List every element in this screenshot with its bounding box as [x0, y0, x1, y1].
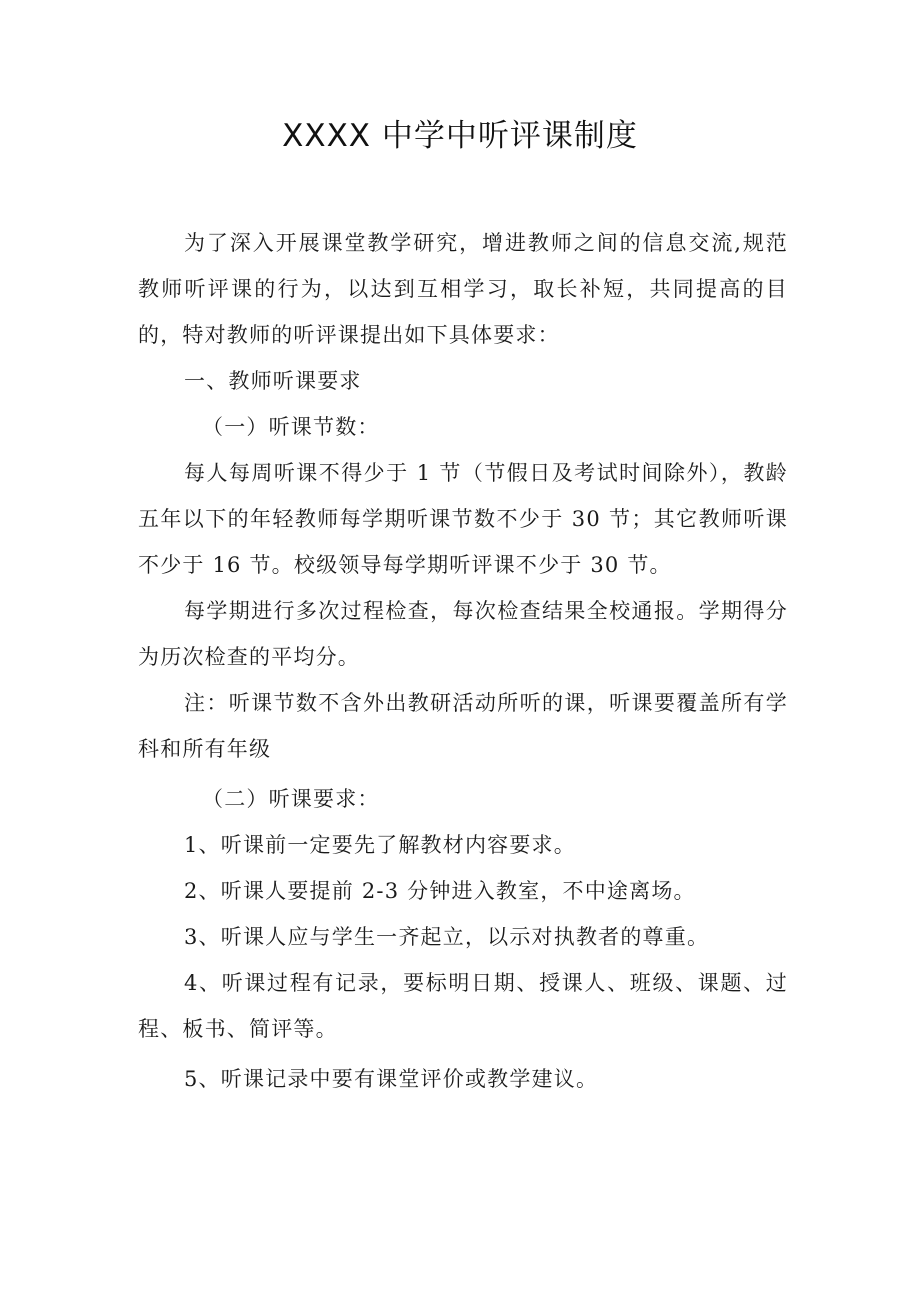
- intro-paragraph: 为了深入开展课堂教学研究，增进教师之间的信息交流,规范教师听评课的行为，以达到互相学习，取长补短，共同提高的目的，特对教师的听评课提出如下具体要求：: [138, 231, 788, 347]
- document-title: XXXX 中学中听评课制度: [282, 118, 638, 154]
- note-paragraph: 注：听课节数不含外出教研活动所听的课，听课要覆盖所有学科和所有年级: [138, 691, 788, 761]
- inspection-paragraph: 每学期进行多次过程检查，每次检查结果全校通报。学期得分为历次检查的平均分。: [138, 599, 788, 669]
- requirement-item-1: 1、听课前一定要先了解教材内容要求。: [184, 833, 576, 857]
- requirement-item-2: 2、听课人要提前 2-3 分钟进入教室，不中途离场。: [184, 879, 696, 903]
- subsection-heading-lesson-count: （一）听课节数：: [202, 415, 380, 439]
- section-heading-listening-requirements: 一、教师听课要求: [184, 369, 362, 393]
- document-body: [138, 220, 788, 1102]
- subsection-heading-requirements: （二）听课要求：: [202, 787, 380, 811]
- requirement-item-4: 4、听课过程有记录，要标明日期、授课人、班级、课题、过程、板书、简评等。: [138, 971, 788, 1041]
- requirement-item-5: 5、听课记录中要有课堂评价或教学建议。: [184, 1067, 599, 1091]
- requirement-item-3: 3、听课人应与学生一齐起立，以示对执教者的尊重。: [184, 925, 710, 949]
- lesson-count-paragraph: 每人每周听课不得少于 1 节（节假日及考试时间除外），教龄五年以下的年轻教师每学期听课节数不少于 30 节；其它教师听课不少于 16 节。校级领导每学期听评课不少于 30 节。: [138, 461, 788, 577]
